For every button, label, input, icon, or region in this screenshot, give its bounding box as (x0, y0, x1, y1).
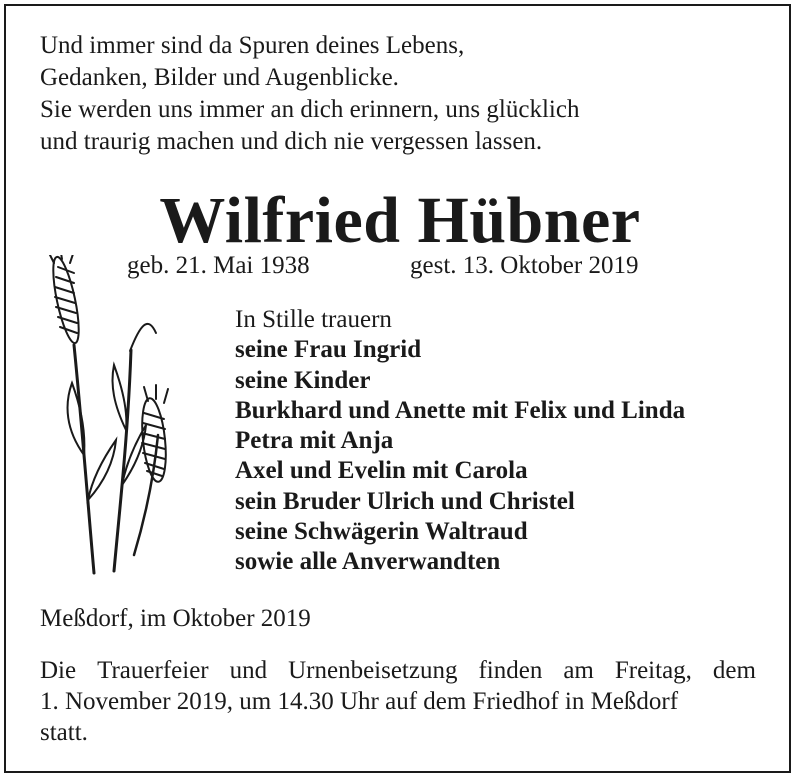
notice-word: Die (40, 657, 77, 684)
mourner-line: Petra mit Anja (235, 427, 394, 455)
poem (40, 30, 740, 158)
mourners-lead: In Stille trauern (235, 306, 392, 333)
notice-line-1 (40, 655, 756, 686)
mourner-line: seine Schwägerin Waltraud (235, 518, 528, 546)
notice-word: finden (478, 657, 543, 684)
mourner-line: Burkhard und Anette mit Felix und Linda (235, 396, 686, 424)
death-date: gest. 13. Oktober 2019 (410, 252, 639, 279)
notice-word: Urnenbeisetzung (288, 657, 458, 684)
place-date: Meßdorf, im Oktober 2019 (40, 605, 311, 632)
notice-word: und (229, 657, 268, 684)
poem-line: Sie werden uns immer an dich erinnern, uns glücklich (40, 96, 580, 123)
funeral-notice (40, 655, 756, 748)
poem-line: Gedanken, Bilder und Augenblicke. (40, 64, 399, 91)
notice-line-3: statt. (40, 719, 88, 746)
mourner-line: seine Kinder (235, 366, 371, 394)
poem-line: Und immer sind da Spuren deines Lebens, (40, 32, 465, 59)
notice-word: am (563, 657, 594, 684)
poem-line: und traurig machen und dich nie vergessen lassen. (40, 128, 543, 155)
mourner-line: Axel und Evelin mit Carola (235, 457, 528, 485)
deceased-name: Wilfried Hübner (159, 184, 641, 257)
notice-line-2: 1. November 2019, um 14.30 Uhr auf dem Friedhof in Meßdorf (40, 688, 679, 715)
notice-word: dem (712, 657, 756, 684)
mourner-line: sowie alle Anverwandten (235, 548, 501, 576)
mourner-line: seine Frau Ingrid (235, 336, 422, 364)
birth-date: geb. 21. Mai 1938 (127, 252, 310, 279)
mourner-line: sein Bruder Ulrich und Christel (235, 487, 575, 515)
notice-word: Freitag, (614, 657, 692, 684)
wheat-icon (36, 255, 186, 575)
notice-word: Trauerfeier (97, 657, 209, 684)
mourners-list (235, 305, 685, 578)
